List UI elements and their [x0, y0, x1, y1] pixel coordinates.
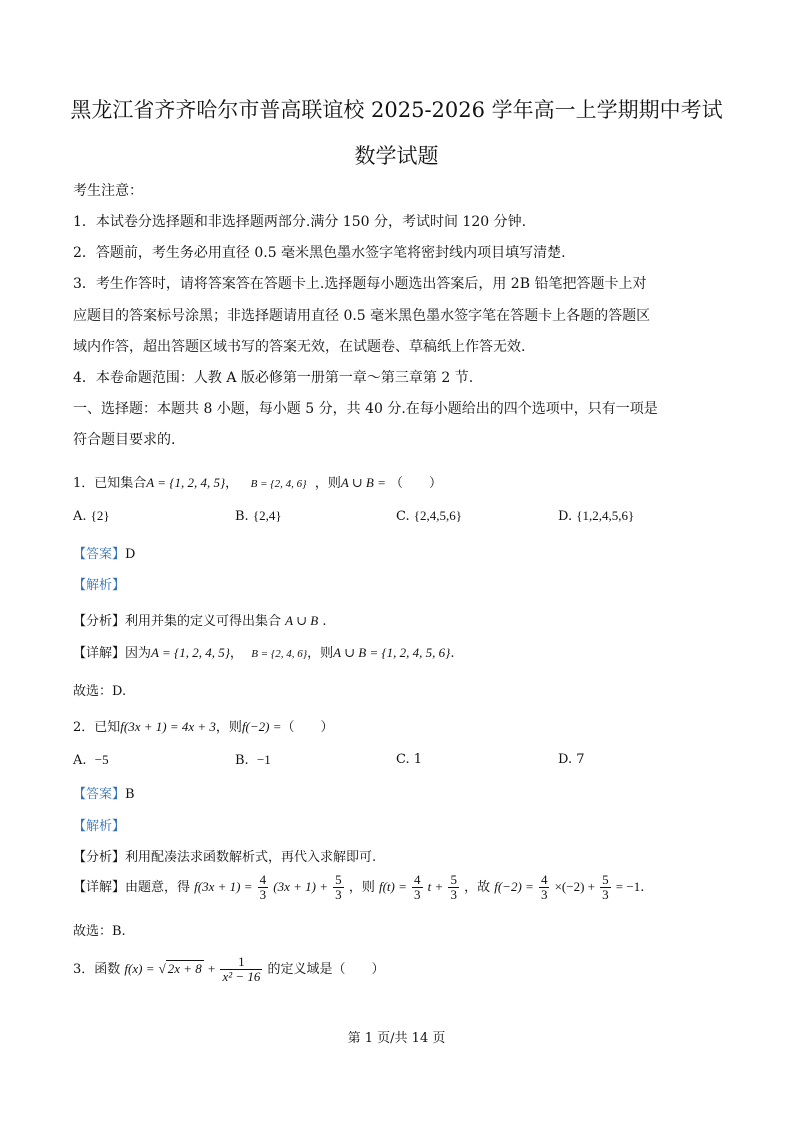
- q2-detail-end: .: [640, 880, 645, 895]
- q1-fenxi-tag: 【分析】: [73, 614, 126, 629]
- q2-frac5-den: 3: [540, 887, 548, 902]
- q2-opt-b-label: B.: [235, 753, 249, 768]
- q2-paren: （ ）: [281, 720, 334, 735]
- q1-opt-a-value: {2}: [90, 508, 110, 523]
- notice-line-3: 3．考生作答时，请将答案答在答题卡上.选择题每小题选出答案后，用 2B 铅笔把答题卡上对: [73, 276, 647, 292]
- q2-detail-times: ×(−2) +: [554, 879, 595, 894]
- q1-analysis-tag: 【解析】: [73, 578, 126, 593]
- q1-detail-end: .: [450, 646, 455, 661]
- notice-line-6: 4．本卷命题范围：人教 A 版必修第一册第一章～第三章第 2 节.: [73, 370, 474, 386]
- q1-fenxi: [73, 610, 327, 629]
- q1-detail-then: ，则: [307, 646, 334, 661]
- q2-frac3-num: 4: [414, 872, 421, 887]
- q2-frac2-den: 3: [335, 887, 342, 902]
- q2-frac2-num: 5: [335, 872, 342, 887]
- q2-frac3-den: 3: [414, 887, 421, 902]
- q1-option-b: [235, 508, 282, 524]
- section-heading-line2: 符合题目要求的.: [73, 432, 176, 448]
- q1-detail-set-a: A = {1, 2, 4, 5}: [151, 645, 230, 660]
- q1-opt-c-value: {2,4,5,6}: [413, 508, 462, 523]
- q1-detail: [73, 642, 455, 661]
- page-footer: 第 1 页/共 14 页: [347, 1031, 446, 1046]
- q2-detail-a: 由题意，得: [125, 880, 191, 895]
- q1-detail-set-b: B = {2, 4, 6}: [251, 648, 308, 660]
- q1-fenxi-end: .: [322, 614, 327, 629]
- q2-fenxi: [73, 846, 376, 865]
- q2-detail-tag: 【详解】: [73, 880, 126, 895]
- q1-detail-tag: 【详解】: [73, 646, 126, 661]
- q3-stem-b: 的定义域是（ ）: [267, 962, 385, 977]
- q1-detail-a: 因为: [125, 646, 152, 661]
- q2-frac3: [412, 873, 423, 902]
- q3-frac-num: 1: [220, 955, 262, 970]
- q2-frac1: [258, 873, 269, 902]
- section-heading-line1: 一、选择题：本题共 8 小题，每小题 5 分，共 40 分.在每小题给出的四个选项中，只有一项是: [73, 401, 658, 417]
- q2-fenxi-text: 利用配凑法求函数解析式，再代入求解即可.: [125, 850, 377, 865]
- q2-opt-a-label: A.: [73, 753, 87, 768]
- q2-detail-ft: f(t) =: [378, 879, 407, 894]
- q2-frac1-den: 3: [259, 887, 267, 902]
- q1-option-c: [396, 508, 462, 524]
- notice-line-2: 2．答题前，考生务必用直径 0.5 毫米黑色墨水签字笔将密封线内项目填写清楚.: [73, 245, 566, 261]
- q3-frac: [220, 955, 262, 984]
- q2-opt-b-value: −1: [256, 752, 271, 767]
- q1-detail-comma: ，: [229, 646, 243, 661]
- notice-line-1: 1．本试卷分选择题和非选择题两部分.满分 150 分，考试时间 120 分钟.: [73, 214, 527, 230]
- q2-detail-result: = −1: [615, 879, 641, 894]
- q2-frac1-num: 4: [259, 872, 267, 887]
- q2-analysis-tag: 【解析】: [73, 819, 126, 834]
- q2-stem: [73, 716, 334, 735]
- q2-detail-lhs: f(3x + 1) =: [194, 879, 253, 894]
- q1-stem-b: ，则: [314, 476, 341, 491]
- q3-stem-a: 3．函数: [73, 962, 121, 977]
- q2-frac4: [448, 873, 459, 902]
- page-title-line1: 黑龙江省齐齐哈尔市普高联谊校 2025-2026 学年高一上学期期中考试: [70, 98, 723, 122]
- q2-stem-a: 2．已知: [73, 720, 121, 735]
- q1-paren: （ ）: [390, 476, 443, 491]
- q2-frac5: [539, 873, 550, 902]
- q3-plus: +: [207, 961, 216, 976]
- q1-answer-tag: 【答案】: [73, 547, 126, 562]
- q1-opt-b-label: B.: [235, 509, 249, 524]
- q1-set-a: A = {1, 2, 4, 5}: [146, 475, 226, 490]
- q2-fenxi-tag: 【分析】: [73, 850, 126, 865]
- q1-comma: ，: [225, 476, 239, 491]
- q3-sqrt: √ 2x + 8: [158, 961, 202, 976]
- q2-answer: [73, 783, 135, 802]
- notice-line-5: 域内作答，超出答题区域书写的答案无效，在试题卷、草稿纸上作答无效.: [73, 339, 526, 355]
- q1-opt-c-label: C.: [396, 509, 410, 524]
- q3-sqrt-body: 2x + 8: [167, 961, 202, 976]
- q1-option-d: [558, 508, 634, 524]
- notice-heading: 考生注意：: [73, 183, 143, 199]
- q2-detail-mid: (3x + 1) +: [273, 879, 329, 894]
- q3-stem: [73, 955, 385, 984]
- q1-option-a: [73, 508, 110, 524]
- q2-answer-tag: 【答案】: [73, 787, 126, 802]
- q1-fenxi-expr: A ∪ B: [285, 613, 319, 628]
- q1-opt-b-value: {2,4}: [252, 508, 282, 523]
- q1-stem: [73, 472, 442, 491]
- q2-option-c: C. 1: [396, 752, 423, 767]
- q2-detail-then: ，则: [348, 880, 375, 895]
- q2-ask: f(−2) =: [241, 719, 282, 734]
- q2-answer-value: B: [125, 787, 135, 802]
- q2-option-b: [235, 752, 271, 768]
- q2-frac4-num: 5: [450, 872, 457, 887]
- q2-choose: 故选：B.: [73, 924, 126, 939]
- q1-stem-a: 1．已知集合: [73, 476, 147, 491]
- q2-option-d: D. 7: [558, 752, 585, 767]
- q1-expr: A ∪ B =: [340, 475, 386, 490]
- q1-opt-d-label: D.: [558, 509, 573, 524]
- notice-line-4: 应题目的答案标号涂黑；非选择题请用直径 0.5 毫米黑色墨水签字笔在答题卡上各题的答题区: [73, 308, 651, 324]
- q2-option-a: [73, 752, 109, 768]
- q2-frac5-num: 4: [540, 872, 548, 887]
- q2-detail-so: ，故: [464, 880, 491, 895]
- q1-detail-result: A ∪ B = {1, 2, 4, 5, 6}: [333, 645, 451, 660]
- q3-frac-den: x² − 16: [222, 969, 261, 984]
- q3-fx: f(x) =: [124, 961, 155, 976]
- q2-frac2: [333, 873, 344, 902]
- q2-detail-fm2: f(−2) =: [494, 879, 534, 894]
- q1-opt-a-label: A.: [73, 509, 87, 524]
- q1-answer-value: D: [125, 547, 136, 562]
- page-title-line2: 数学试题: [354, 144, 439, 168]
- q1-choose: 故选：D.: [73, 684, 127, 699]
- q1-answer: [73, 543, 135, 562]
- q2-frac6-den: 3: [602, 887, 609, 902]
- q2-given: f(3x + 1) = 4x + 3: [120, 719, 216, 734]
- q2-detail: [73, 873, 644, 902]
- q1-set-b: B = {2, 4, 6}: [250, 478, 307, 490]
- q2-detail-t-plus: t +: [427, 879, 444, 894]
- q1-opt-d-value: {1,2,4,5,6}: [576, 508, 635, 523]
- q2-stem-b: ，则: [215, 720, 242, 735]
- q1-fenxi-text: 利用并集的定义可得出集合: [125, 614, 282, 629]
- q2-frac6: [600, 873, 611, 902]
- q2-frac4-den: 3: [450, 887, 457, 902]
- q2-frac6-num: 5: [602, 872, 609, 887]
- q2-opt-a-value: −5: [94, 752, 109, 767]
